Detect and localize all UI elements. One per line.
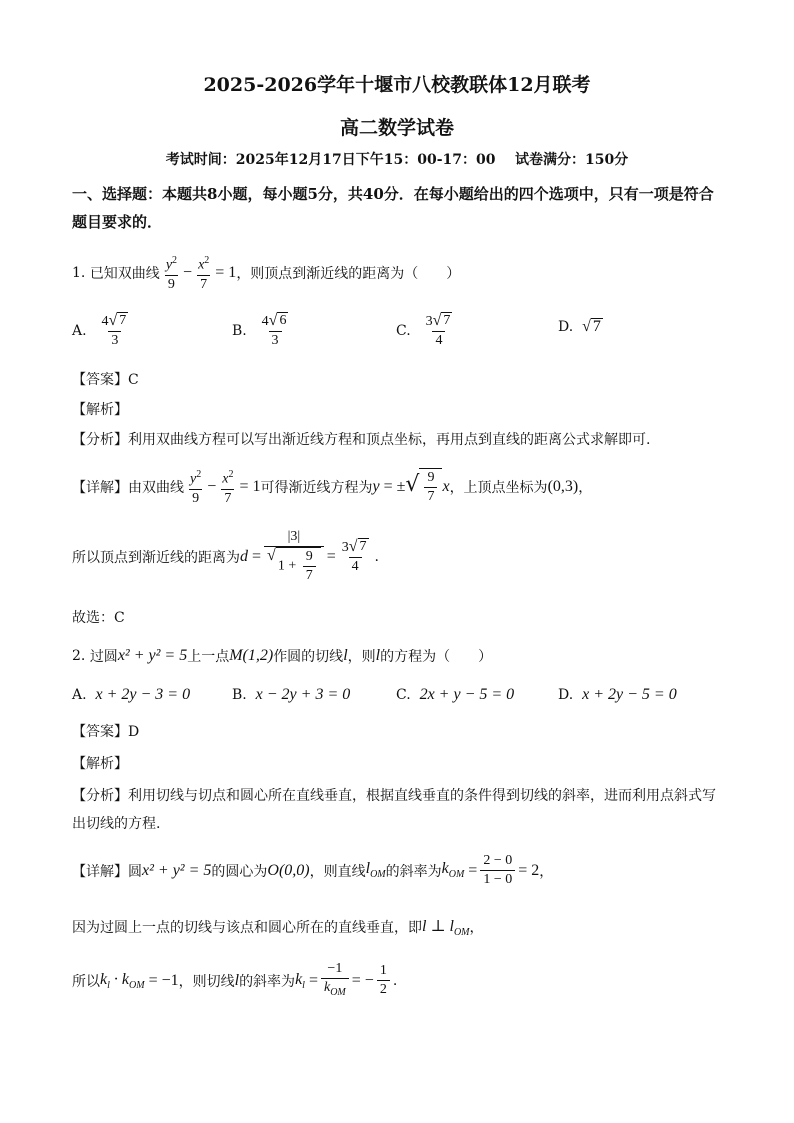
- q2-analysis: 【分析】利用切线与切点和圆心所在直线垂直，根据直线垂直的条件得到切线的斜率，进而利用点斜式写出切线的方程.: [72, 788, 716, 832]
- q1-option-d[interactable]: D. √ 7: [558, 318, 601, 335]
- exam-info: 考试时间：2025年12月17日下午15：00-17：00 试卷满分：150分: [165, 152, 629, 168]
- q2-perp: 因为过圆上一点的切线与该点和圆心所在的直线垂直，即 l ⊥ $l_{OM}$ ，: [72, 918, 484, 939]
- q1-stem: 1. 已知双曲线 $\frac{y^2}{9}$ − $\frac{x^2}{7}$ = 1 ，则顶点到渐近线的距离为（ ）: [72, 252, 460, 294]
- q1-analysis: 【分析】利用双曲线方程可以写出渐近线方程和顶点坐标，再用点到直线的距离公式求解即可.: [72, 432, 651, 448]
- q2-option-d[interactable]: D. x + 2y − 5 = 0: [558, 686, 677, 703]
- q1-stem-prefix: 已知双曲线: [89, 265, 160, 282]
- exam-title: 2025-2026学年十堰市八校教联体12月联考: [203, 74, 591, 96]
- q1-frac-x: $\frac{x^2}{7}$: [198, 255, 210, 292]
- q1-stem-suffix: ，则顶点到渐近线的距离为（ ）: [236, 265, 461, 282]
- q1-answer: 【答案】C: [72, 372, 139, 388]
- q2-analysis-label: 【解析】: [72, 756, 128, 772]
- section-heading: 一、选择题：本题共8小题，每小题5分，共40分．在每小题给出的四个选项中，只有一项是符合题目要求的．: [72, 185, 714, 231]
- q1-option-c[interactable]: C. 3 √ 7 4: [396, 312, 451, 348]
- q1-option-b[interactable]: B. 4 √ 6 3: [232, 312, 287, 348]
- q2-answer: 【答案】D: [72, 724, 140, 740]
- q1-analysis-label: 【解析】: [72, 402, 128, 418]
- q1-number: 1.: [72, 264, 86, 281]
- q2-detail: 【详解】圆 x² + y² = 5 的圆心为 O(0,0) ，则直线 $l_{OM}$ 的斜率为 $k_{OM}$ = $\frac{2 - 0}{1 - 0}$ = 2 ，: [72, 853, 554, 887]
- q2-stem: 2. 过圆 x² + y² = 5 上一点 M(1,2) 作圆的切线 l ，则 l 的方程为（ ）: [72, 647, 493, 665]
- q1-distance: 所以顶点到渐近线的距离为 d = |3| √ 1 + $\frac{9}{7}$ = 3 √ 7 4 .: [72, 529, 379, 583]
- q1-choice: 故选：C: [72, 610, 125, 626]
- q2-slope: 所以 $k_l \cdot k_{OM}$ = −1 ，则切线 l 的斜率为 $k_l$ = $\frac{-1}{k_{OM}}$ = − $\frac{1}{2}$ .: [72, 960, 397, 1002]
- exam-subtitle: 高二数学试卷: [339, 117, 454, 139]
- q2-option-a[interactable]: A. x + 2y − 3 = 0: [72, 686, 191, 703]
- q1-detail: 【详解】由双曲线 $\frac{y^2}{9}$ − $\frac{x^2}{7}$ = 1 可得渐近线方程为 y = ± √ $\frac{9}{7}$ x ，上顶点坐标为 (0,3) ，: [72, 469, 593, 506]
- q2-option-c[interactable]: C. 2x + y − 5 = 0: [396, 686, 515, 703]
- q1-option-a[interactable]: A. 4 √ 7 3: [72, 312, 127, 348]
- q2-option-b[interactable]: B. x − 2y + 3 = 0: [232, 686, 351, 703]
- q1-frac-y: $\frac{y^2}{9}$: [165, 255, 178, 292]
